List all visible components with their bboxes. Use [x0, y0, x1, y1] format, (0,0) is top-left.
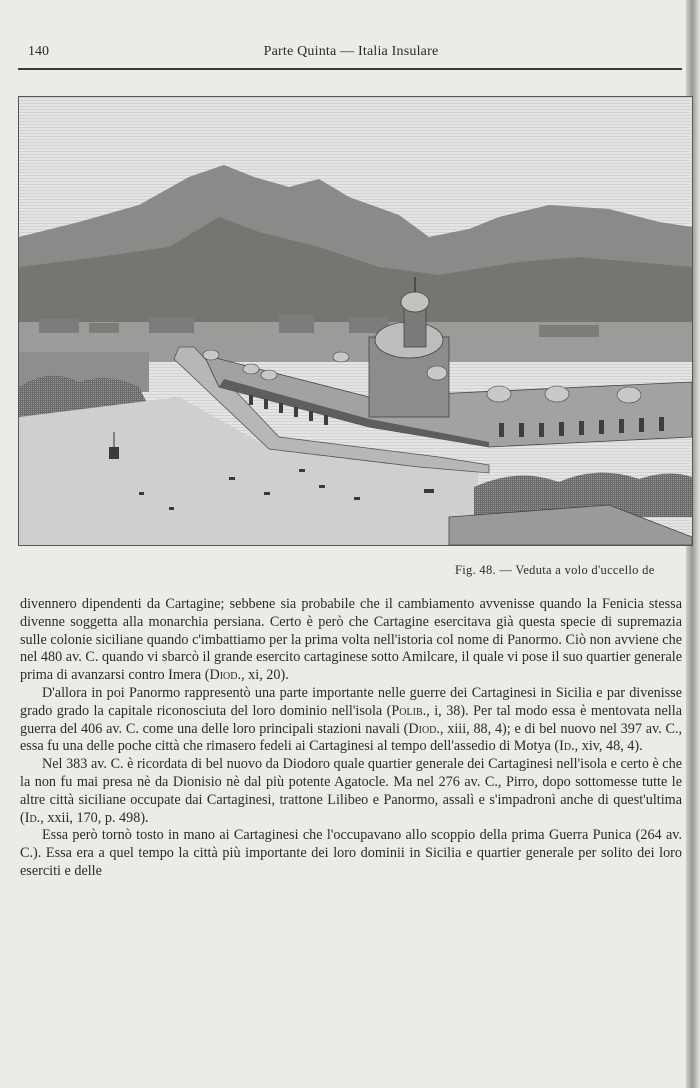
- running-title: Parte Quinta — Italia Insulare: [263, 44, 439, 59]
- citation-abbrev: Id.: [24, 809, 41, 826]
- paragraph: Essa però tornò tosto in mano ai Cartaginesi che l'occupavano allo scoppio della prima Guerra Punica (264 av. C.). Essa era a quel tempo la città più importante dei loro dominii in Sicilia e quartier generale per solito dei loro eserciti e delle: [20, 827, 682, 879]
- engraving-birds-eye-view: [19, 97, 692, 545]
- body-text: [20, 596, 682, 881]
- page-number: 140: [28, 44, 49, 59]
- header-rule: [18, 68, 682, 70]
- citation-abbrev: Id.: [559, 738, 575, 755]
- paragraph: Nel 383 av. C. è ricordata di bel nuovo da Diodoro quale quartier generale dei Cartaginesi nell'isola e certo è che la non fu mai presa nè da Dionisio nè dal più potente Agatocle. Ma nel 276 av. C., Pirro, dopo sottomesse tutte le altre città siciliane occupate dai Cartaginesi, trattone Lilibeo e Panormo, assalì e s'impadronì anche di quest'ultima (Id., xxii, 170, p. 498).: [20, 756, 682, 826]
- figure-illustration: [18, 96, 693, 546]
- page-header: [20, 44, 682, 64]
- paragraph: divennero dipendenti da Cartagine; sebbene sia probabile che il cambiamento avvenisse quando la Fenicia stessa divenne soggetta alla monarchia persiana. Certo è però che Cartagine esercitava già questa specie di supremazia sulle colonie siciliane quando c'imbattiamo per la prima volta nell'istoria col nome di Panormo. Ciò non avviene che nel 480 av. C. quando vi sbarcò il grande esercito cartaginese sotto Amilcare, il quale vi pose il suo quartier generale prima di avanzarsi contro Imera (Diod., xi, 20).: [20, 596, 682, 684]
- citation-abbrev: Polib.: [391, 702, 427, 719]
- citation-abbrev: Diod.: [408, 720, 440, 737]
- citation-abbrev: Diod.: [209, 667, 242, 684]
- paragraph: D'allora in poi Panormo rappresentò una parte importante nelle guerre dei Cartaginesi in Sicilia e par divenisse grado grado la capitale riconosciuta del loro dominio nell'isola (Polib., i, 38). Per tal modo essa è mentovata nella guerra del 406 av. C. come una delle loro principali stazioni navali (Diod., xiii, 88, 4); e di bel nuovo nel 397 av. C., essa fu una delle poche città che rimasero fedeli ai Cartaginesi al tempo dell'assedio di Motya (Id., xiv, 48, 4).: [20, 684, 683, 755]
- figure-caption: Fig. 48. — Veduta a volo d'uccello de: [455, 563, 655, 577]
